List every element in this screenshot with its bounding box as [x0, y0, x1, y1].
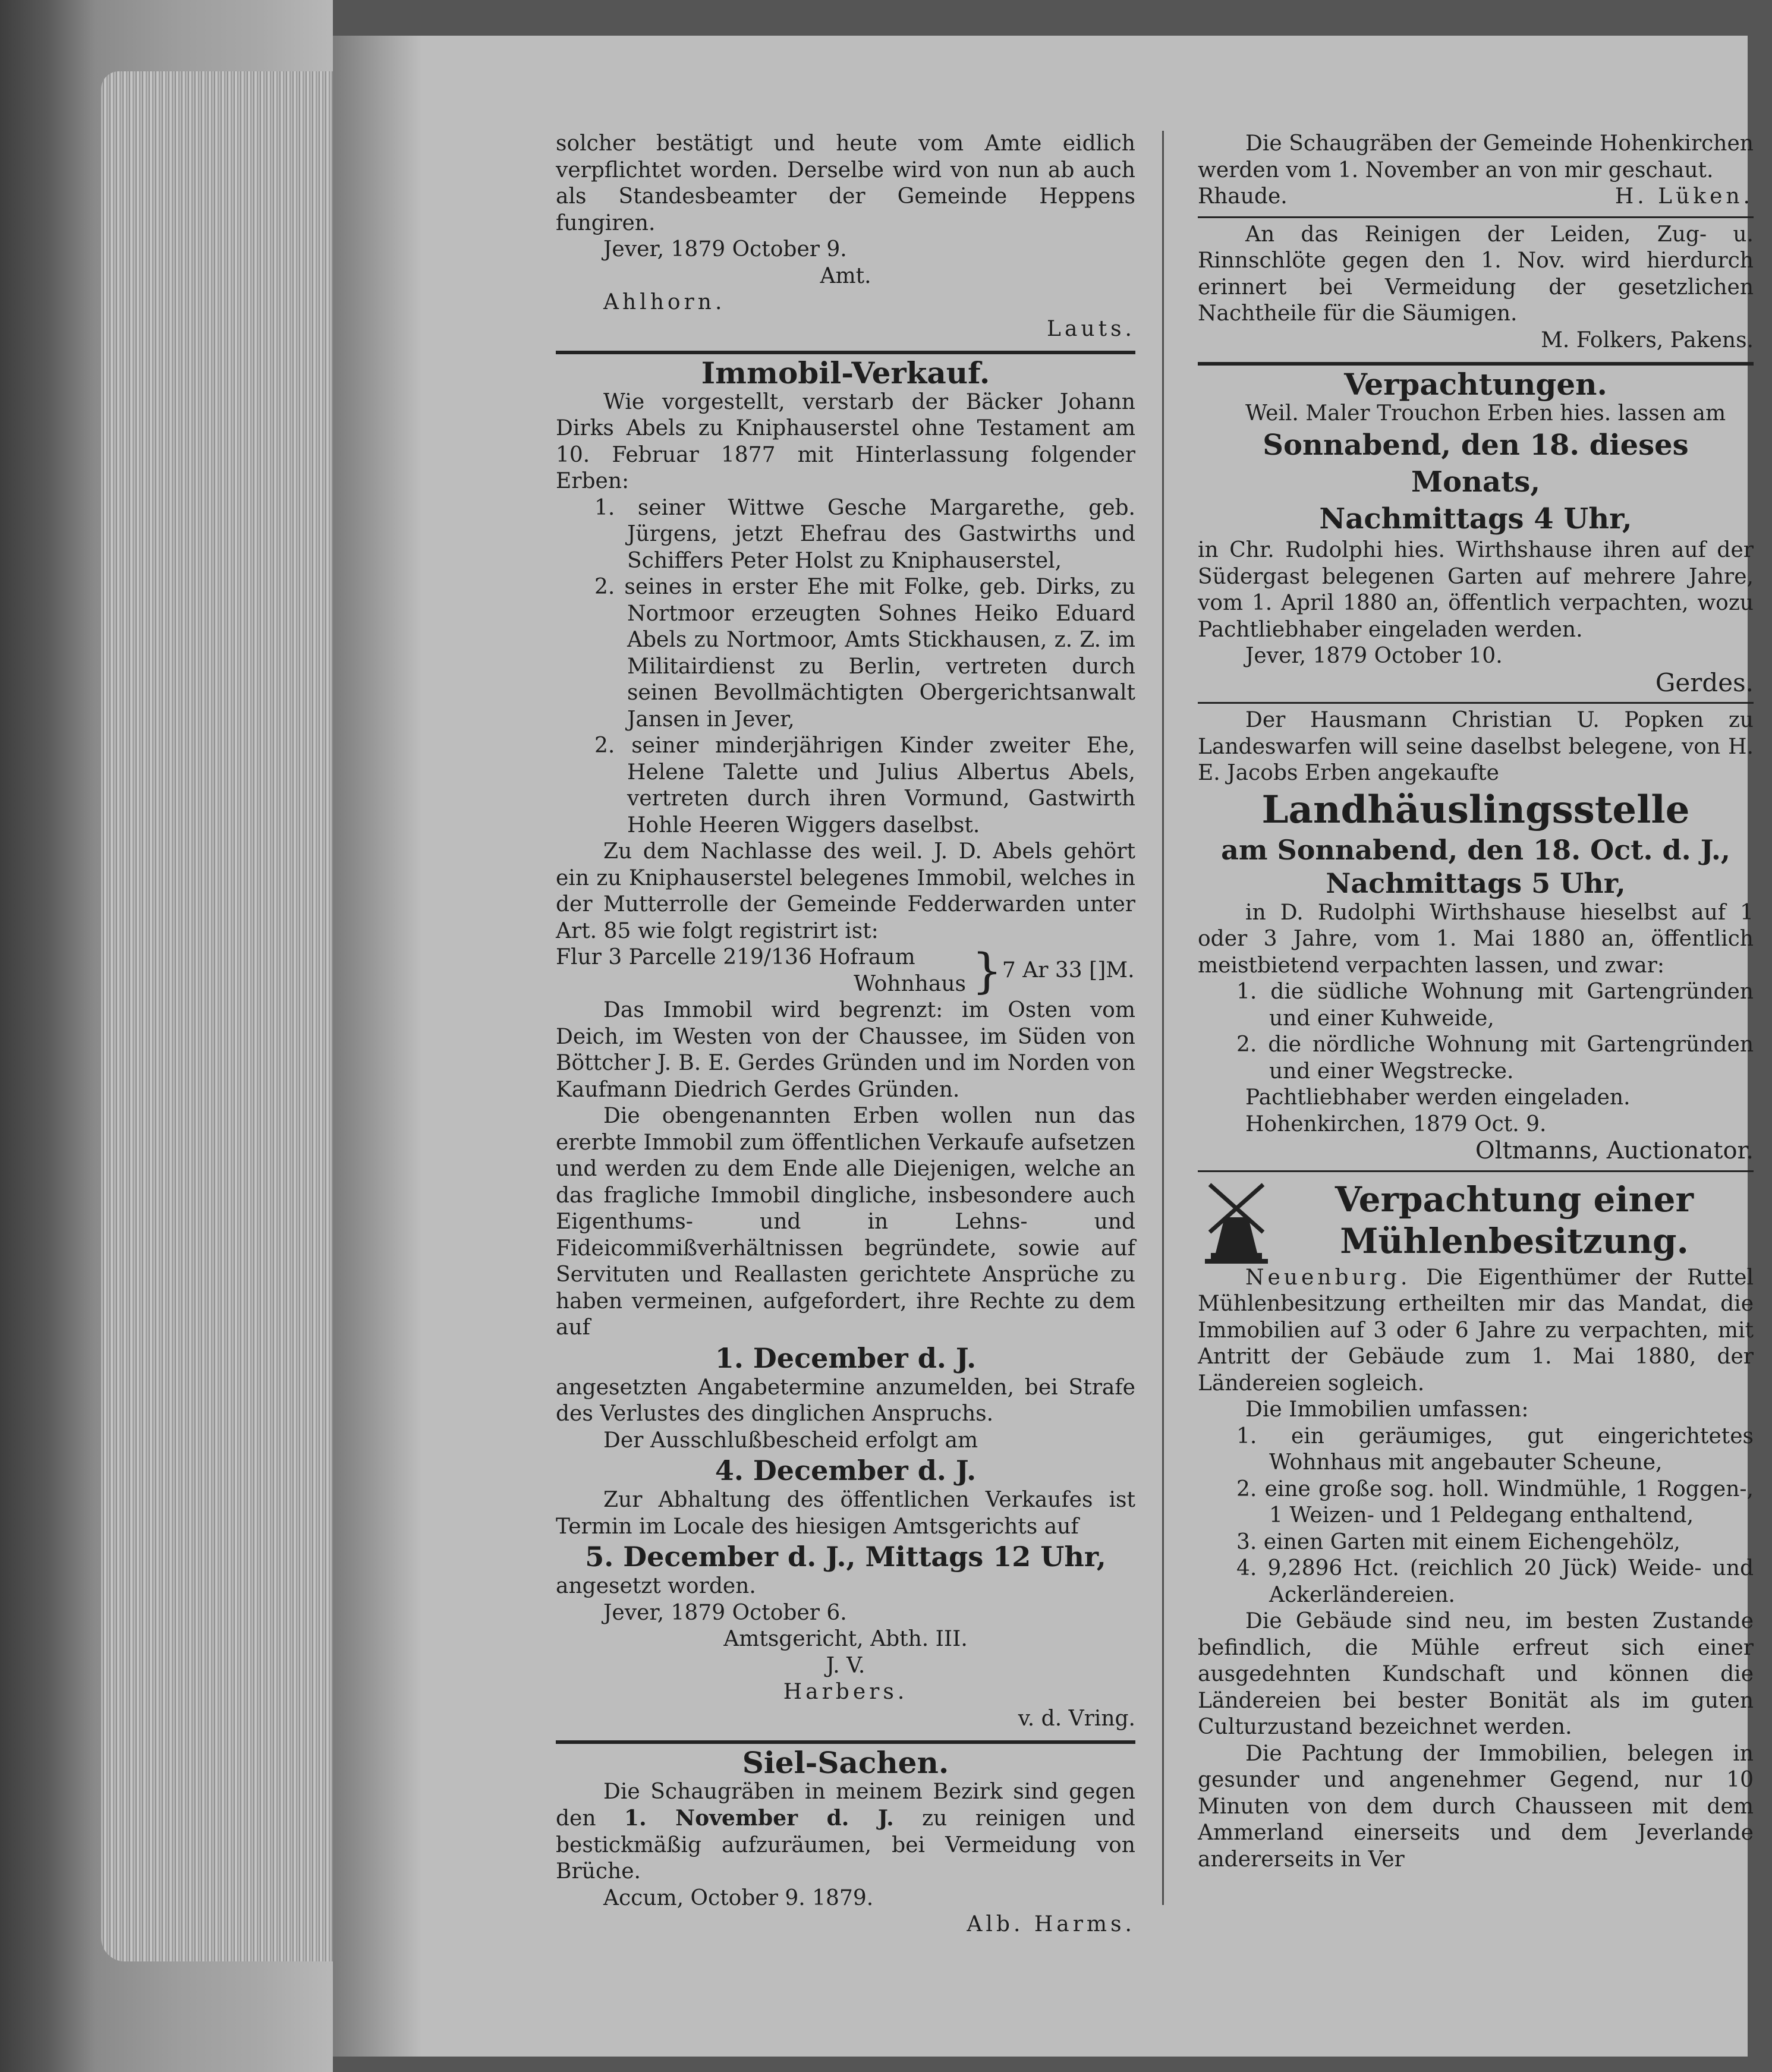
immobil-date-1: 1. December d. J. [715, 1342, 977, 1374]
muehle-item-3: 3. einen Garten mit einem Eichengehölz, [1236, 1529, 1680, 1554]
notice-signer-2: Lauts. [1047, 316, 1135, 341]
notice-schaugraeben [1198, 131, 1754, 210]
immobil-iv: J. V. [826, 1653, 865, 1678]
notice-office: Amt. [820, 263, 871, 288]
section-rule [1198, 362, 1754, 366]
schau-text: Die Schaugräben der Gemeinde Hohenkirchen werden vom 1. November an von mir geschaut. [1198, 131, 1754, 182]
immobil-intro: Wie vorgestellt, verstarb der Bäcker Johann Dirks Abels zu Kniphauserstel ohne Testament am 10. Februar 1877 mit Hinterlassung folgender Erben: [556, 389, 1135, 493]
ad-verpachtungen [1198, 367, 1754, 697]
landhaus-item-2: 2. die nördliche Wohnung mit Gartengründen und einer Wegstrecke. [1236, 1032, 1754, 1084]
immobil-date-line: Jever, 1879 October 6. [603, 1600, 847, 1625]
siel-text-bold: 1. November d. J. [624, 1806, 894, 1831]
notice-date: Jever, 1879 October 9. [603, 237, 847, 262]
immobil-heading: Immobil-Verkauf. [701, 355, 990, 391]
siel-signer: Alb. Harms. [967, 1912, 1135, 1936]
landhaus-text: in D. Rudolphi Wirthshause hieselbst auf 1 oder 3 Jahre, vom 1. Mai 1880 an, öffentlich meistbietend verpachten lassen, und zwar: [1198, 900, 1754, 978]
immobil-ausschluss: Der Ausschlußbescheid erfolgt am [603, 1428, 978, 1453]
right-column [1198, 131, 1754, 1873]
siel-text-pre: Die Schaugräben in meinem Bezirk sind gegen den [556, 1779, 1135, 1831]
siel-text-post: zu reinigen und bestickmäßig aufzuräumen, bei Vermeidung von Brüche. [556, 1806, 1135, 1884]
muehle-item-4: 4. 9,2896 Hct. (reichlich 20 Jück) Weide- und Ackerländereien. [1236, 1556, 1754, 1607]
landhaus-title: Landhäuslingsstelle [1261, 787, 1690, 832]
column-separator [1162, 131, 1164, 1905]
immobil-abhaltung: Zur Abhaltung des öffentlichen Verkaufes ist Termin im Locale des hiesigen Amtsgerichts auf [556, 1488, 1135, 1539]
immobil-signer: Harbers. [783, 1680, 908, 1704]
verpachtungen-text: in Chr. Rudolphi hies. Wirthshause ihren auf der Südergast belegenen Garten auf mehrere Jahre, vom 1. April 1880 an, öffentlich verpachten, wozu Pachtliebhaber eingeladen werden. [1198, 538, 1754, 642]
immobil-date-2: 4. December d. J. [715, 1454, 977, 1487]
notice-leiden [1198, 222, 1754, 354]
immobil-signer-2: v. d. Vring. [1018, 1706, 1135, 1731]
page-stack [101, 71, 351, 1961]
section-rule [1198, 216, 1754, 218]
gutter-shadow [333, 36, 422, 2057]
schau-signer: H. Lüken. [1614, 184, 1754, 209]
leiden-signer: M. Folkers, Pakens. [1541, 328, 1754, 352]
section-rule [556, 1740, 1135, 1744]
section-rule [556, 351, 1135, 354]
section-rule [1198, 702, 1754, 704]
flur-line-1: Flur 3 Parcelle 219/136 Hofraum [556, 945, 915, 969]
verpachtungen-time: Nachmittags 4 Uhr, [1319, 502, 1632, 536]
muehle-item-1: 1. ein geräumiges, gut eingerichtetes Wohnhaus mit angebauter Scheune, [1236, 1424, 1754, 1475]
verpachtungen-intro: Weil. Maler Trouchon Erben hies. lassen am [1245, 401, 1726, 426]
flur-entry [556, 944, 1135, 997]
windmill-icon [1198, 1176, 1275, 1265]
notice-signer: Ahlhorn. [603, 290, 726, 314]
ad-landhaeuslingsstelle [1198, 707, 1754, 1164]
muehle-intro: Die Eigenthümer der Ruttel Mühlenbesitzung ertheilten mir das Mandat, die Immobilien auf 3 oder 6 Jahre zu verpachten, mit Antritt der Gebäude zum 1. Mai 1880, der Ländereien sogleich. [1198, 1265, 1754, 1396]
schau-sign-row [1198, 184, 1754, 210]
muehle-title-block [1275, 1179, 1754, 1262]
verpachtungen-heading: Verpachtungen. [1344, 367, 1607, 402]
flur-line-2: Wohnhaus [854, 971, 966, 996]
schau-place: Rhaude. [1198, 184, 1288, 209]
muehle-title-1: Verpachtung einer [1334, 1179, 1694, 1220]
muehle-place: Neuenburg. [1245, 1265, 1411, 1290]
muehle-para-2: Die Pachtung der Immobilien, belegen in gesunder und angenehmer Gegend, nur 10 Minuten von dem durch Chausseen mit dem Ammerland einerseits und dem Jeverlande andererseits in Ver [1198, 1741, 1754, 1872]
ad-siel-sachen [556, 1745, 1135, 1938]
immobil-nachlass: Zu dem Nachlasse des weil. J. D. Abels gehört ein zu Kniphauserstel belegenes Immobil, welches in der Mutterrolle der Gemeinde Fedderwarden unter Art. 85 wie folgt registrirt ist: [556, 839, 1135, 943]
verpachtungen-date-line: Jever, 1879 October 10. [1245, 644, 1503, 668]
immobil-erben: Die obengenannten Erben wollen nun das ererbte Immobil zum öffentlichen Verkaufe aufsetzen und werden zu dem Ende alle Diejenigen, welche an das fragliche Immobil dingliche, insbesondere auch Eigenthums- und in Lehns- und Fideicommißverhältnissen begründete, sowie auf Servituten und Reallasten gerichtete Ansprüche zu haben vermeinen, aufgefordert, ihre Rechte zu dem auf [556, 1104, 1135, 1340]
notice-text: solcher bestätigt und heute vom Amte eidlich verpflichtet worden. Derselbe wird von nun ab auch als Standesbeamter der Gemeinde Heppens fungiren. [556, 131, 1135, 235]
immobil-heir-1: 1. seiner Wittwe Gesche Margarethe, geb. Jürgens, jetzt Ehefrau des Gastwirths und Schiffers Peter Holst zu Kniphauserstel, [594, 495, 1135, 573]
immobil-angesetzt: angesetzt worden. [556, 1574, 756, 1598]
landhaus-date: am Sonnabend, den 18. Oct. d. J., [1221, 833, 1730, 866]
immobil-court: Amtsgericht, Abth. III. [723, 1627, 968, 1651]
immobil-heir-2: 2. seines in erster Ehe mit Folke, geb. Dirks, zu Nortmoor erzeugten Sohnes Heiko Eduard Abels zu Nortmoor, Amts Stickhausen, z. Z. im Militairdienst zu Berlin, vertreten durch seinen Bevollmächtigten Obergerichtsanwalt Jansen in Jever, [594, 575, 1135, 732]
muehle-intro-para [1198, 1265, 1754, 1397]
notice-standesbeamter [556, 131, 1135, 342]
siel-text [556, 1779, 1135, 1885]
muehle-para-1: Die Gebäude sind neu, im besten Zustande befindlich, die Mühle erfreut sich einer ausgedehnten Kundschaft und können die Ländereien bei bester Bonität als im guten Culturzustand bezeichnet werden. [1198, 1609, 1754, 1739]
ad-immobil-verkauf [556, 355, 1135, 1732]
landhaus-item-1: 1. die südliche Wohnung mit Gartengründen und einer Kuhweide, [1236, 980, 1754, 1031]
muehle-sub: Die Immobilien umfassen: [1245, 1397, 1529, 1422]
muehle-title-2: Mühlenbesitzung. [1340, 1220, 1689, 1261]
leiden-text: An das Reinigen der Leiden, Zug- u. Rinnschlöte gegen den 1. Nov. wird hierdurch erinnert bei Vermeidung der gesetzlichen Nachtheile für die Säumigen. [1198, 222, 1754, 326]
immobil-date-3: 5. December d. J., Mittags 12 Uhr, [585, 1541, 1106, 1573]
immobil-angabe: angesetzten Angabetermine anzumelden, bei Strafe des Verlustes des dinglichen Anspruchs. [556, 1375, 1135, 1426]
siel-date: Accum, October 9. 1879. [603, 1885, 874, 1910]
siel-heading: Siel-Sachen. [742, 1745, 949, 1780]
immobil-heir-3: 2. seiner minderjährigen Kinder zweiter Ehe, Helene Talette und Julius Albertus Abels, vertreten durch ihren Vormund, Gastwirth Hohle Heeren Wiggers daselbst. [594, 733, 1135, 837]
section-rule [1198, 1170, 1754, 1172]
verpachtungen-signer: Gerdes. [1655, 667, 1754, 697]
muehle-item-2: 2. eine große sog. holl. Windmühle, 1 Roggen-, 1 Weizen- und 1 Peldegang enthaltend, [1236, 1476, 1754, 1528]
muehle-header [1198, 1176, 1754, 1265]
landhaus-invite: Pachtliebhaber werden eingeladen. [1245, 1085, 1631, 1110]
ad-muehlenbesitzung [1198, 1176, 1754, 1873]
left-column [556, 131, 1135, 1938]
immobil-begrenzt: Das Immobil wird begrenzt: im Osten vom Deich, im Westen von der Chaussee, im Süden von Böttcher J. B. E. Gerdes Gründen und im Norden von Kaufmann Diedrich Gerdes Gründen. [556, 998, 1135, 1102]
landhaus-intro: Der Hausmann Christian U. Popken zu Landeswarfen will seine daselbst belegene, von H. E. Jacobs Erben angekaufte [1198, 708, 1754, 785]
verpachtungen-date: Sonnabend, den 18. dieses Monats, [1263, 429, 1689, 499]
landhaus-signer: Oltmanns, Auctionator. [1475, 1137, 1754, 1164]
landhaus-date-line: Hohenkirchen, 1879 Oct. 9. [1245, 1111, 1547, 1136]
flur-brace: } [972, 943, 1002, 999]
landhaus-time: Nachmittags 5 Uhr, [1326, 867, 1626, 899]
flur-size: 7 Ar 33 []M. [1002, 958, 1135, 983]
